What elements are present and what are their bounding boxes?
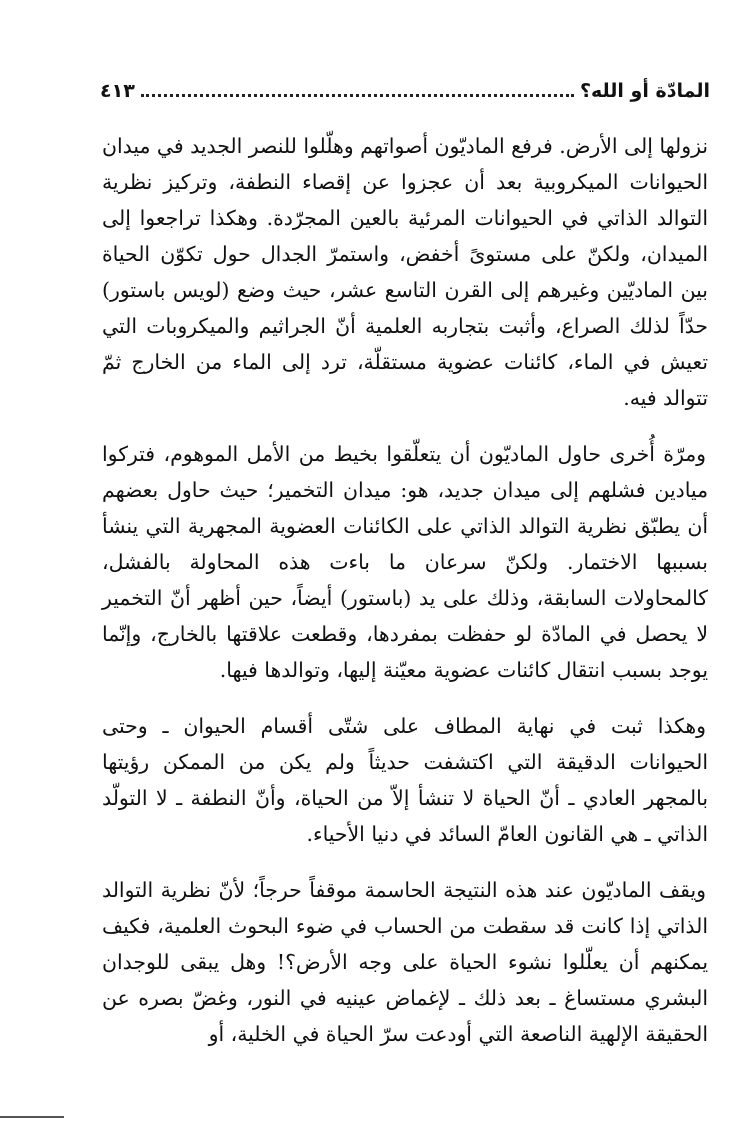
leader-dots [141, 80, 574, 97]
body-text [102, 128, 708, 1072]
running-title: المادّة أو الله؟ [580, 80, 710, 102]
page-number: ٤١٣ [100, 80, 135, 102]
paragraph-2: ومرّة أُخرى حاول الماديّون أن يتعلّقوا بخيط من الأمل الموهوم، فتركوا ميادين فشلهم إلى ميدان جديد، هو: ميدان التخمير؛ حيث حاول بعضهم أن يطبّق نظرية التوالد الذاتي على الكائنات العضوية المجهرية التي ينشأ بسببها الاختمار. ولكنّ سرعان ما باءت هذه المحاولة بالفشل، كالمحاولات السابقة، وذلك على يد (باستور) أيضاً، حين أظهر أنّ التخمير لا يحصل في المادّة لو حفظت بمفردها، وقطعت علاقتها بالخارج، وإنّما يوجد بسبب انتقال كائنات عضوية معيّنة إليها، وتوالدها فيها. [102, 442, 708, 682]
paragraph-4: ويقف الماديّون عند هذه النتيجة الحاسمة موقفاً حرجاً؛ لأنّ نظرية التوالد الذاتي إذا كانت قد سقطت من الحساب في ضوء البحوث العلمية، فكيف يمكنهم أن يعلّلوا نشوء الحياة على وجه الأرض؟! وهل يبقى للوجدان البشري مستساغ ـ بعد ذلك ـ لإغماض عينيه في النور، وغضّ بصره عن الحقيقة الإلهية الناصعة التي أودعت سرّ الحياة في الخلية، أو [102, 878, 708, 1046]
paragraph-3: وهكذا ثبت في نهاية المطاف على شتّى أقسام الحيوان ـ وحتى الحيوانات الدقيقة التي اكتشفت حديثاً ولم يكن من الممكن رؤيتها بالمجهر العادي ـ أنّ الحياة لا تنشأ إلاّ من الحياة، وأنّ النطفة ـ لا التولّد الذاتي ـ هي القانون العامّ السائد في دنيا الأحياء. [102, 714, 708, 846]
running-header [100, 80, 710, 110]
paragraph-1: نزولها إلى الأرض. فرفع الماديّون أصواتهم وهلّلوا للنصر الجديد في ميدان الحيوانات الميكروبية بعد أن عجزوا عن إقصاء النطفة، وتركيز نظرية التوالد الذاتي في الحيوانات المرئية بالعين المجرّدة. وهكذا تراجعوا إلى الميدان، ولكنّ على مستوىً أخفض، واستمرّ الجدال حول تكوّن الحياة بين الماديّين وغيرهم إلى القرن التاسع عشر، حيث وضع (لويس باستور) حدّاً لذلك الصراع، وأثبت بتجاربه العلمية أنّ الجراثيم والميكروبات التي تعيش في الماء، كائنات عضوية مستقلّة، ترد إلى الماء من الخارج ثمّ تتوالد فيه. [102, 134, 708, 410]
footnote-rule [0, 1116, 64, 1118]
